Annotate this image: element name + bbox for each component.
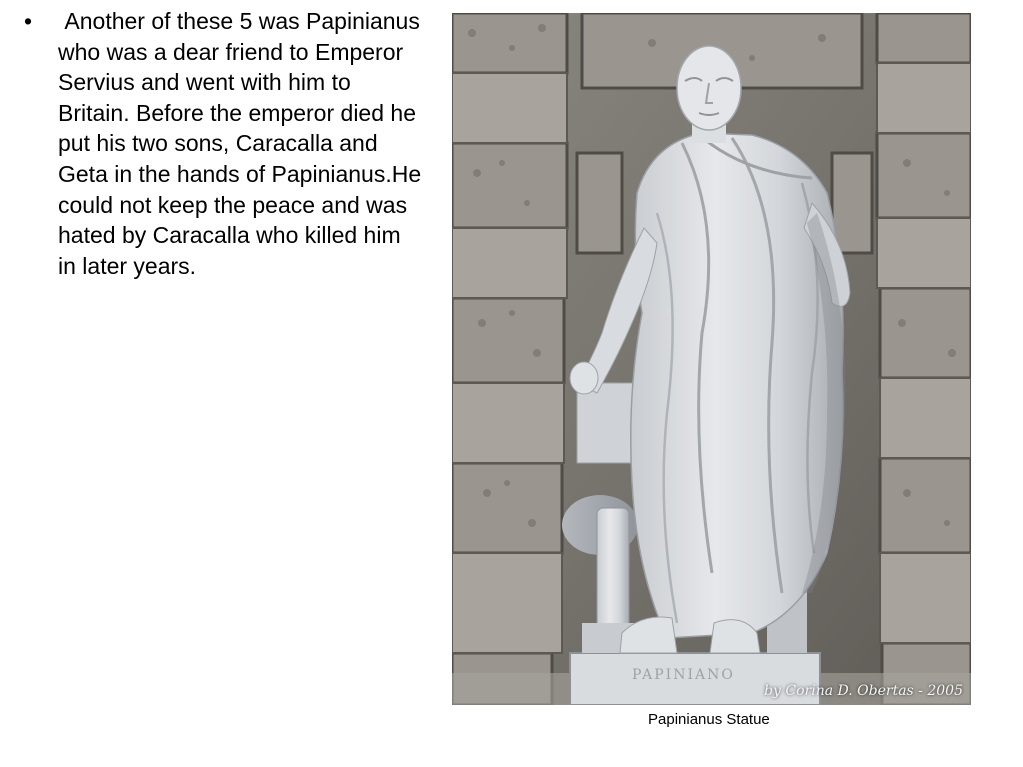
bullet-marker: • bbox=[24, 8, 33, 34]
photo-caption: Papinianus Statue bbox=[648, 711, 770, 728]
bullet-text: Another of these 5 was Papinianus who was a dear friend to Emperor Servius and went with him to Britain. Before the emperor died he put his two sons, Caracalla and Geta in the hands of Papinianus.He could not keep the peace and was hated by Caracalla who killed him in later years. bbox=[58, 8, 428, 279]
photo-watermark: by Corina D. Obertas - 2005 bbox=[764, 683, 963, 699]
statue-illustration bbox=[452, 13, 971, 705]
plinth-inscription: PAPINIANO bbox=[632, 667, 735, 683]
statue-photo bbox=[452, 13, 971, 705]
bullet-point bbox=[24, 6, 428, 281]
